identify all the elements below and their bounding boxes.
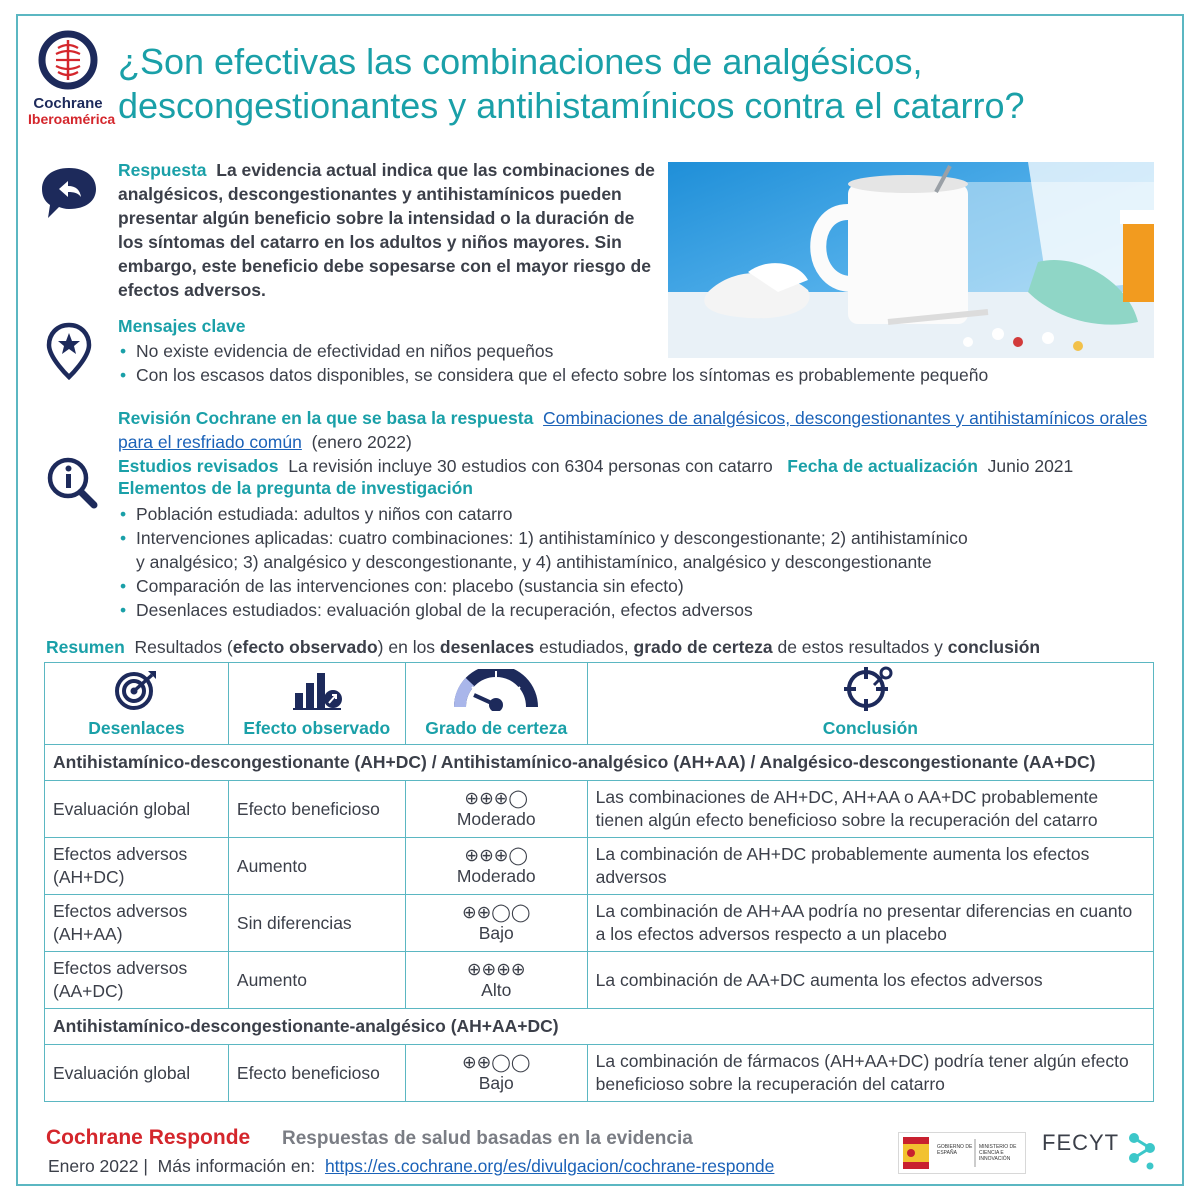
review-label: Revisión Cochrane en la que se basa la respuesta (118, 408, 534, 428)
elements-list (118, 502, 1158, 622)
summary-line (46, 637, 1040, 658)
results-table (44, 662, 1154, 1102)
key-messages-pin-icon (46, 322, 92, 380)
certainty-level: Moderado (456, 866, 536, 886)
certainty-level: Alto (481, 980, 512, 1000)
certainty-level: Bajo (478, 923, 514, 943)
footer-info (48, 1156, 774, 1177)
key-message-item: • Con los escasos datos disponibles, se considera que el efecto sobre los síntomas es probablemente pequeño (118, 363, 1158, 387)
header-outcomes (45, 663, 229, 745)
table-group-row (45, 745, 1154, 781)
summary-label: Resumen (46, 637, 125, 657)
footer-more: Más información en: (157, 1156, 316, 1176)
review-reference (118, 406, 1168, 454)
effect-cell: Aumento (228, 838, 405, 895)
outcome-cell: Efectos adversos (AH+AA) (45, 895, 229, 952)
header-outcomes-label: Desenlaces (88, 718, 185, 738)
answer-text: La evidencia actual indica que las combinaciones de analgésicos, descongestionantes y antihistamínicos pueden presentar algún beneficio sobre la intensidad o la duración de los síntomas del catarro en los adultos y niños mayores. Sin embargo, este beneficio debe sopesarse con el mayor riesgo de efectos adversos. (118, 160, 655, 300)
element-item-continuation: y analgésico; 3) analgésico y descongestionante, y 4) antihistamínico, analgésico y descongestionante (136, 552, 932, 572)
review-date: (enero 2022) (311, 432, 412, 452)
footer-date: Enero 2022 | (48, 1156, 148, 1176)
element-item: • Población estudiada: adultos y niños con catarro (118, 502, 1158, 526)
key-messages-title: Mensajes clave (118, 316, 246, 336)
summary-text: estudiados, (534, 637, 634, 657)
footer-url-link[interactable]: https://es.cochrane.org/es/divulgacion/cochrane-responde (324, 1156, 775, 1176)
reply-speech-icon (38, 164, 100, 222)
summary-bold: grado de certeza (633, 637, 773, 657)
element-item: • Intervenciones aplicadas: cuatro combinaciones: 1) antihistamínico y descongestionante; 2) antihistamínico (118, 526, 1158, 550)
elements-title: Elementos de la pregunta de investigación (118, 478, 473, 498)
fecyt-text: FECYT (1042, 1130, 1120, 1155)
summary-text: ) en los (377, 637, 440, 657)
certainty-symbols: ⊕⊕⊕◯ (464, 788, 528, 808)
answer-label: Respuesta (118, 160, 207, 180)
header-conclusion-label: Conclusión (822, 718, 918, 738)
fecyt-molecule-icon (1126, 1130, 1158, 1170)
certainty-level: Moderado (456, 809, 536, 829)
cochrane-logo-icon (36, 28, 100, 92)
update-label: Fecha de actualización (787, 456, 978, 476)
element-item: • Desenlaces estudiados: evaluación global de la recuperación, efectos adversos (118, 598, 1158, 622)
table-header-row (45, 663, 1154, 745)
studies-text: La revisión incluye 30 estudios con 6304 personas con catarro (288, 456, 773, 476)
bar-chart-growth-icon (291, 669, 343, 711)
outcome-cell: Efectos adversos (AA+DC) (45, 952, 229, 1009)
table-row (45, 895, 1154, 952)
group-label: Antihistamínico-descongestionante-analgésico (AH+AA+DC) (45, 1009, 1154, 1045)
table-row (45, 1045, 1154, 1102)
key-messages-list (118, 339, 1158, 387)
conclusion-cell: Las combinaciones de AH+DC, AH+AA o AA+DC probablemente tienen algún efecto beneficioso sobre la recuperación del catarro (587, 781, 1153, 838)
effect-cell: Efecto beneficioso (228, 1045, 405, 1102)
header-conclusion (587, 663, 1153, 745)
certainty-symbols: ⊕⊕⊕◯ (464, 845, 528, 865)
outcome-cell: Evaluación global (45, 1045, 229, 1102)
summary-text: de estos resultados y (772, 637, 948, 657)
certainty-cell (405, 1045, 587, 1102)
effect-cell: Aumento (228, 952, 405, 1009)
certainty-symbols: ⊕⊕◯◯ (461, 1052, 531, 1072)
header-certainty-label: Grado de certeza (425, 718, 568, 738)
summary-bold: efecto observado (232, 637, 378, 657)
footer-tagline: Respuestas de salud basadas en la evidencia (282, 1128, 693, 1149)
gauge-icon (454, 669, 538, 711)
studies-label: Estudios revisados (118, 456, 279, 476)
outcome-cell: Efectos adversos (AH+DC) (45, 838, 229, 895)
conclusion-cell: La combinación de AH+DC probablemente aumenta los efectos adversos (587, 838, 1153, 895)
target-icon (112, 669, 160, 711)
summary-bold: desenlaces (439, 637, 535, 657)
header-effect-label: Efecto observado (243, 718, 391, 738)
summary-bold: conclusión (947, 637, 1041, 657)
key-message-item: • No existe evidencia de efectividad en niños pequeños (118, 339, 1158, 363)
header-effect (228, 663, 405, 745)
page-title: ¿Son efectivas las combinaciones de analgésicos, descongestionantes y antihistamínicos contra el catarro? (118, 41, 1025, 126)
info-magnifier-icon (46, 456, 98, 510)
table-group-row (45, 1009, 1154, 1045)
table-row (45, 838, 1154, 895)
conclusion-cell: La combinación de AH+AA podría no presentar diferencias en cuanto a los efectos adversos respecto a un placebo (587, 895, 1153, 952)
outcome-cell: Evaluación global (45, 781, 229, 838)
group-label: Antihistamínico-descongestionante (AH+DC) / Antihistamínico-analgésico (AH+AA) / Analgésico-descongestionante (AA+DC) (45, 745, 1154, 781)
effect-cell: Efecto beneficioso (228, 781, 405, 838)
review-link[interactable]: Combinaciones de analgésicos, descongestionantes y antihistamínicos orales para el resfriado común (118, 408, 1148, 452)
gob-text-1: GOBIERNO DE ESPAÑA (937, 1144, 973, 1156)
footer-brand: Cochrane Responde (46, 1126, 251, 1149)
certainty-cell (405, 952, 587, 1009)
element-item: • Comparación de las intervenciones con: placebo (sustancia sin efecto) (118, 574, 1158, 598)
cochrane-logo[interactable] (28, 28, 116, 128)
crosshair-icon (842, 665, 898, 711)
gobierno-espana-logo[interactable] (898, 1132, 1026, 1174)
studies-line (118, 454, 1168, 478)
header-certainty (405, 663, 587, 745)
answer-paragraph (118, 158, 658, 302)
logo-line2: Iberoamérica (28, 111, 116, 127)
certainty-cell (405, 781, 587, 838)
conclusion-cell: La combinación de fármacos (AH+AA+DC) podría tener algún efecto beneficioso sobre la recuperación del catarro (587, 1045, 1153, 1102)
certainty-symbols: ⊕⊕◯◯ (461, 902, 531, 922)
gob-text-2: MINISTERIO DE CIENCIA E INNOVACIÓN (979, 1144, 1017, 1162)
certainty-level: Bajo (478, 1073, 514, 1093)
table-row (45, 781, 1154, 838)
conclusion-cell: La combinación de AA+DC aumenta los efectos adversos (587, 952, 1153, 1009)
certainty-cell (405, 838, 587, 895)
effect-cell: Sin diferencias (228, 895, 405, 952)
certainty-symbols: ⊕⊕⊕⊕ (466, 959, 526, 979)
fecyt-logo[interactable] (1042, 1130, 1119, 1156)
update-text: Junio 2021 (987, 456, 1074, 476)
logo-line1: Cochrane (33, 95, 103, 112)
cold-remedy-photo (668, 162, 1154, 358)
certainty-cell (405, 895, 587, 952)
table-row (45, 952, 1154, 1009)
summary-text: Resultados ( (134, 637, 233, 657)
